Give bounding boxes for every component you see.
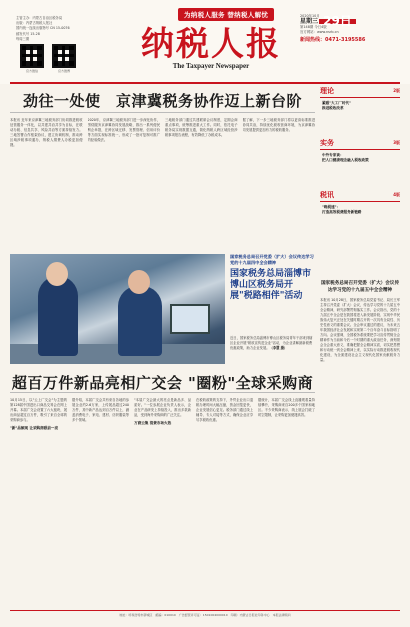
qr-wechat: 官方微信 (20, 44, 44, 73)
right-article-headline[interactable]: 国家税务总局召开党委（扩大）会议传达学习党的十九届五中全会精神 (320, 281, 400, 293)
qr-codes (20, 44, 76, 73)
newspaper-title-en: The Taxpayer Newspaper (172, 62, 250, 70)
index-section-theory[interactable]: 理论 2版 紧跟"大工厂时代" 推进税收改革 (320, 86, 400, 111)
newspaper-title: 纳税人报 (141, 24, 281, 63)
secondary-kicker: 国家税务总局召开党委（扩大）会议传达学习党的十九届四中全会精神 (230, 254, 314, 265)
masthead-divider (10, 82, 400, 84)
masthead (0, 0, 410, 84)
right-article (320, 278, 400, 558)
article-column: 三地税务部门通过共建联席会议制度，定期会商重点事项，统筹推进重大工作。同时，依托电子税务局实现数据互通，简化纳税人跨区域经营涉税事项报告流程，有效降低了办税成本。 (165, 118, 238, 137)
slogan-banner: 为纳税人服务 替纳税人解忧 (178, 8, 274, 21)
info-line: 出版：内蒙古纳税人报社 (16, 21, 53, 26)
article-column: "本届广交会最大的亮点是新品多、品质好。"一位参展企业负责人表示，企业在产品研发上持续投入，推出多款新品，受到海外采购商的广泛关注。 万商云集 消费市场火热 (134, 398, 191, 425)
article-column: 据统计，本届广交会线上直播观看量持续攀升，采购商来自200多个国家和地区。不少采购商表示，线上展会打破了时空限制，让采购更加便捷高效。 (258, 398, 315, 417)
info-line: 国内统一连续出版物号 CN 15-0076 (16, 26, 70, 31)
secondary-headline[interactable]: 国家税务总局淄博市博山区税务局开展"税路相伴"活动 (230, 269, 312, 301)
article-column: 据了解，下一步三地税务部门将以更高标准推进协同共治，持续优化税收营商环境，为京津冀协同发展提供更加有力的税收服务。 (242, 118, 315, 132)
qr-code-icon (20, 44, 44, 68)
date-day: 29日 (319, 19, 356, 24)
divider (10, 392, 315, 393)
issue-info (300, 14, 400, 43)
article-column: 2020年，京津冀三地税务部门进一步深化协作，围绕服务京津冀协同发展战略，推出一系列便民利企举措，在跨区域迁移、发票管理、信用评价等方面实现标准统一，形成了一批可复制可推广的经验做法。 (87, 118, 160, 142)
right-article-body: 本报讯 10月28日，国家税务总局党委书记、局长王军主持召开党委（扩大）会议，传达学习党的十九届五中全会精神，研究部署贯彻落实工作。会议指出，党的十九届五中全会是在我国将进入新发展阶段、实现中华民族伟大复兴正处在关键时期召开的一次具有全局性、历史性意义的重要会议。全会审议通过的建议，为未来五年我国经济社会发展和实现第二个百年奋斗目标指明了方向。会议强调，全国税务系统要把学习宣传贯彻全会精神作为当前和今后一个时期的重大政治任务，深刻领会全会重大意义，准确把握全会精神实质，切实把思想和行动统一到全会精神上来，以实际行动推进税收现代化建设，为全面建设社会主义现代化国家贡献税务力量。 (320, 298, 400, 362)
feature-article-body (10, 398, 315, 610)
lead-headline[interactable]: 劲往一处使 京津冀税务协作迈上新台阶 (22, 92, 302, 110)
publisher-info (16, 16, 126, 42)
divider (10, 112, 315, 113)
lead-article-body (10, 118, 315, 248)
info-line: 每周三期 (16, 36, 30, 41)
footer-divider (10, 610, 400, 611)
article-column: 据介绍，本届广交会共有来自各地的参展企业约2.6万家，上传展品超过240万件，其中新产品达到百万件以上，涵盖消费电子、家电、建材、纺织服装等多个领域。 (72, 398, 129, 422)
info-line: 官方网站：www.nsrb.cn (300, 29, 339, 34)
info-line: 第148期 今日4版 (300, 24, 327, 29)
news-photo (10, 254, 225, 364)
feature-headline[interactable]: 超百万件新品亮相广交会 "圈粉"全球采购商 (11, 374, 314, 392)
photo-credit: （李慧 摄） (269, 346, 288, 350)
secondary-story (230, 254, 315, 332)
footer: 地址：呼和浩特市新城区 邮编：010010 广告经营许可证：1501004000010 印刷：内蒙古日报社印务中心 本报法律顾问 (119, 613, 291, 617)
article-column: 本报讯 近年来京津冀三地税务部门协同推进税收征管服务一体化，以共建共治共享为目标，在联动办税、信息共享、风险共治等方面持续发力。三地签署合作框架协议，建立协调机制，推动跨区域涉税事项通办，纳税人缴费人办税更加便捷。 (10, 118, 83, 147)
index-section-practice[interactable]: 实务 3版 中外专家谈： 把人口健康理念融入税收政策 (320, 138, 400, 163)
article-column: 10月15日，以"云上广交会"为主题的第128届中国进出口商品交易会在网上开幕。本届广交会设置了六大板块，展出商品超过百万件，吸引了来自全球的采购商参与。 "新"品频现 让采购商眼前一亮 (10, 398, 67, 430)
info-line: 邮发代号 15-28 (16, 31, 40, 36)
qr-weibo: 官方微博 (52, 44, 76, 73)
weekday: 星期三 (300, 18, 319, 25)
issue-month: 2020年10月 (300, 14, 320, 18)
article-column: 在税收政策的支持下，外贸企业出口退税办理时间大幅压缩，资金回笼更快，企业发展信心更足。税务部门通过线上辅导、专人对接等方式，确保企业应享尽享税收优惠。 (196, 398, 253, 422)
feature-subhead: 万商云集 消费市场火热 (134, 421, 172, 425)
feature-subhead: "新"品频现 让采购商眼前一亮 (10, 426, 59, 430)
qr-code-icon (52, 44, 76, 68)
info-line: 主管主办：内蒙古自治区税务局 (16, 16, 63, 20)
index-section-news[interactable]: 税讯 4版 "晚税速"： 打造高效税费服务新链路 (320, 190, 400, 215)
sidebar-index (320, 86, 400, 242)
photo-caption: 近日，国家税务总局淄博市博山区税务局青年干部来到辖区企业开展"税收宣传进企业"活动，为企业讲解最新税费优惠政策，助力企业发展。（李慧 摄） (230, 336, 313, 350)
news-hotline: 新闻热线：0471-3195586 (300, 36, 366, 43)
